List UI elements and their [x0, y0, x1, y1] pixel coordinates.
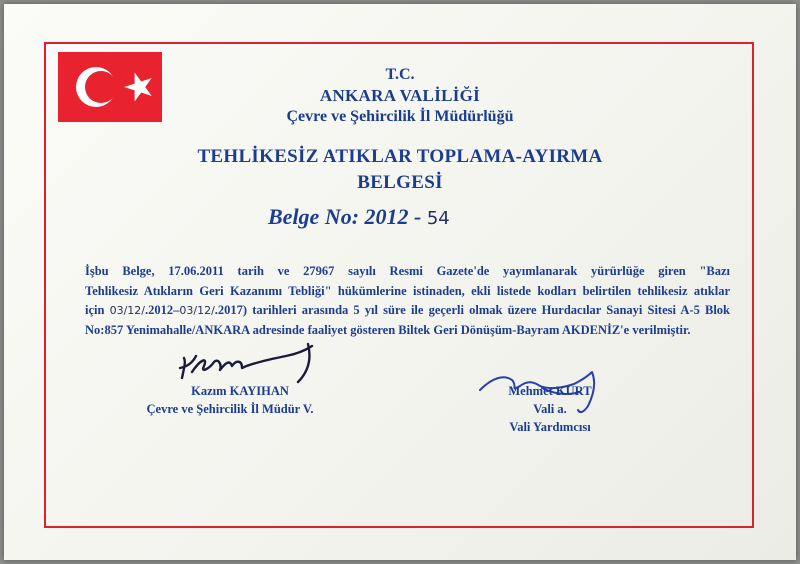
certificate-body-text — [85, 262, 730, 340]
body-line-3-year1: .2012– — [145, 303, 180, 317]
header-republic: T.C. — [385, 66, 415, 83]
belge-number-prefix: Belge No: 2012 - — [268, 204, 422, 229]
body-line-2: Tehlikesiz Atıkların Geri Kazanımı Tebliği" hükümlerine istinaden, ekli listede kodları belirtilen tehlikesiz atıklar — [85, 283, 730, 298]
handwritten-end-date: 03/12/ — [179, 304, 215, 317]
document-title-line2: BELGESİ — [357, 172, 443, 193]
body-line-1: İşbu Belge, 17.06.2011 tarih ve 27967 sayılı Resmi Gazete'de yayımlanarak yürürlüğe giren "Bazı — [85, 264, 730, 278]
body-line-4: No:857 Yenimahalle/ANKARA adresinde faaliyet gösteren Biltek Geri Dönüşüm-Bayram AKDENİZ'e verilmiştir. — [85, 322, 691, 337]
header-directorate: Çevre ve Şehircilik İl Müdürlüğü — [286, 108, 514, 125]
left-signatory-title: Çevre ve Şehircilik İl Müdür V. — [146, 402, 314, 416]
document-title-line1: TEHLİKESİZ ATIKLAR TOPLAMA-AYIRMA — [197, 146, 603, 167]
body-line-3-rest: .2017) tarihleri arasında 5 yıl süre ile geçerli olmak üzere Hurdacılar Sanayi Sitesi A-5 Blok — [214, 303, 730, 317]
right-signatory-name: Mehmet KURT — [508, 384, 592, 398]
body-line-3 — [85, 301, 730, 321]
belge-number — [268, 204, 450, 230]
belge-number-handwritten: 54 — [426, 208, 450, 229]
right-signatory-title1: Vali a. — [533, 402, 567, 416]
handwritten-start-date: 03/12/ — [109, 304, 145, 317]
left-signatory-name: Kazım KAYIHAN — [191, 384, 289, 398]
body-line-3-prefix: için — [85, 303, 105, 317]
header-governorship: ANKARA VALİLİĞİ — [319, 86, 481, 105]
right-signatory-title2: Vali Yardımcısı — [509, 420, 591, 434]
